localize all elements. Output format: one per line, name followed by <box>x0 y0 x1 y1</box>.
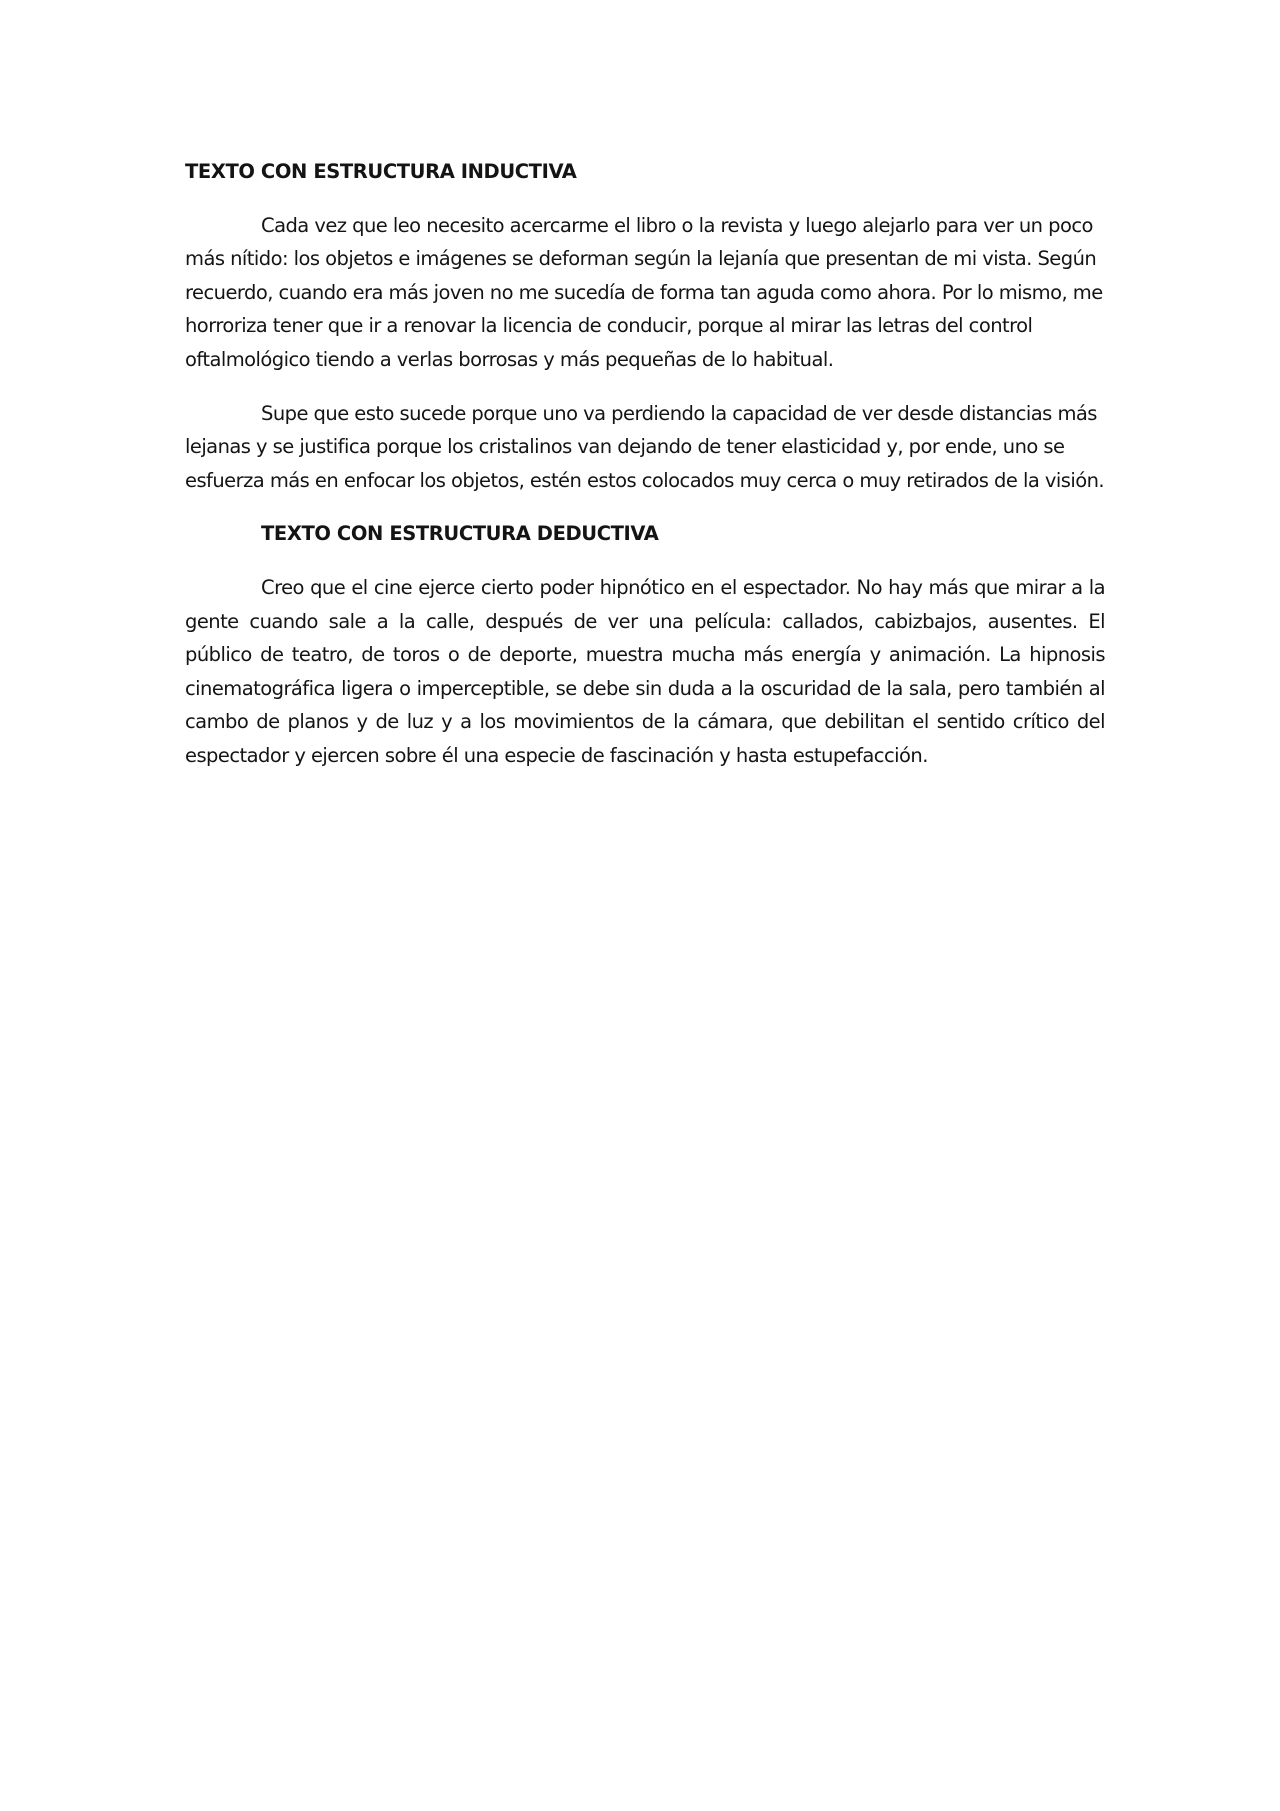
paragraph-inductive-1: Cada vez que leo necesito acercarme el libro o la revista y luego alejarlo para ver un poco más nítido: los objetos e imágenes se deforman según la lejanía que presentan de mi vista. Según recuerdo, cuando era más joven no me sucedía de forma tan aguda como ahora. Por lo mismo, me horroriza tener que ir a renovar la licencia de conducir, porque al mirar las letras del control oftalmológico tiendo a verlas borrosas y más pequeñas de lo habitual. <box>185 213 1103 371</box>
heading-deductive: TEXTO CON ESTRUCTURA DEDUCTIVA <box>261 522 659 546</box>
paragraph-deductive: Creo que el cine ejerce cierto poder hipnótico en el espectador. No hay más que mirar a la gente cuando sale a la calle, después de ver una película: callados, cabizbajos, ausentes. El público de teatro, de toros o de deporte, muestra mucha más energía y animación. La hipnosis cinematográfica ligera o imperceptible, se debe sin duda a la oscuridad de la sala, pero también al cambo de planos y de luz y a los movimientos de la cámara, que debilitan el sentido crítico del espectador y ejercen sobre él una especie de fascinación y hasta estupefacción. <box>185 575 1105 767</box>
heading-inductive: TEXTO CON ESTRUCTURA INDUCTIVA <box>185 160 577 183</box>
paragraph-inductive-2: Supe que esto sucede porque uno va perdiendo la capacidad de ver desde distancias más lejanas y se justifica porque los cristalinos van dejando de tener elasticidad y, por ende, uno se esfuerza más en enfocar los objetos, estén estos colocados muy cerca o muy retirados de la visión. <box>185 401 1105 492</box>
document-body <box>185 155 1105 793</box>
